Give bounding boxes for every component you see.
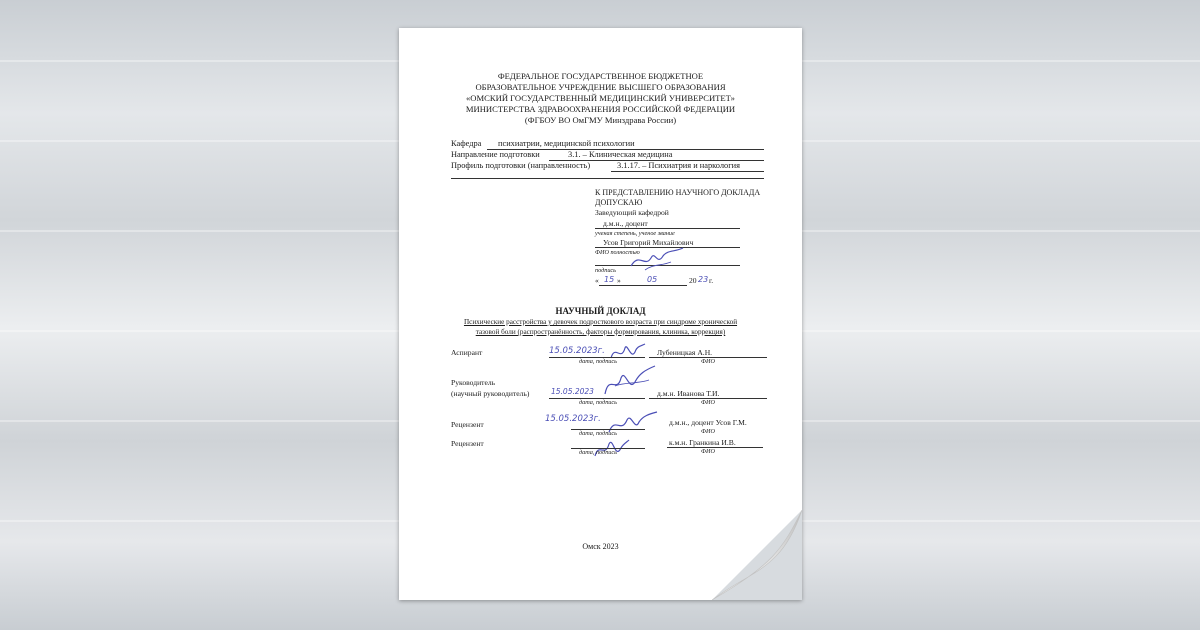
report-subtitle-2: тазовой боли (распространённость, факторы формирования, клиника, коррекция) [475, 328, 726, 336]
header-line-4: МИНИСТЕРСТВА ЗДРАВООХРАНЕНИЯ РОССИЙСКОЙ ФЕДЕРАЦИИ [465, 104, 736, 114]
date-underline [599, 285, 687, 286]
sign-caption: подпись [595, 267, 616, 274]
fields-bottom-rule [451, 178, 764, 179]
date-mid: » [617, 276, 621, 285]
approval-line-1: К ПРЕДСТАВЛЕНИЮ НАУЧНОГО ДОКЛАДА [595, 188, 761, 197]
degree-caption: ученая степень, ученое звание [595, 230, 675, 237]
approval-line-2: ДОПУСКАЮ [595, 198, 643, 207]
dept-label: Кафедра [451, 139, 482, 148]
reviewer2-fio: ФИО [701, 448, 715, 455]
reviewer2-label: Рецензент [451, 439, 484, 448]
date-year-prefix: 20 [689, 276, 697, 285]
report-subtitle-1: Психические расстройства у девочек подросткового возраста при синдроме хронической [463, 318, 738, 326]
direction-label: Направление подготовки [451, 150, 540, 159]
name-caption: ФИО полностью [595, 249, 640, 256]
aspirant-fio: ФИО [701, 358, 715, 365]
reviewer2-name: к.м.н. Гранкина И.В. [669, 438, 736, 447]
head-of-dept-signature-icon [627, 244, 687, 274]
profile-value: 3.1.17. – Психиатрия и наркология [617, 161, 741, 170]
header-line-2: ОБРАЗОВАТЕЛЬНОЕ УЧРЕЖДЕНИЕ ВЫСШЕГО ОБРАЗОВАНИЯ [475, 82, 726, 92]
reviewer1-name: д.м.н., доцент Усов Г.М. [669, 418, 747, 427]
document-page [399, 28, 802, 600]
reviewer1-label: Рецензент [451, 420, 484, 429]
approval-line-3: Заведующий кафедрой [595, 208, 669, 217]
header-line-5: (ФГБОУ ВО ОмГМУ Минздрава России) [524, 115, 677, 125]
reviewer2-signature-icon [591, 432, 631, 462]
supervisor-caption: дата, подпись [579, 399, 617, 406]
reviewer1-caption: дата, подпись [579, 430, 617, 437]
header-line-1: ФЕДЕРАЛЬНОЕ ГОСУДАРСТВЕННОЕ БЮДЖЕТНОЕ [497, 71, 704, 81]
date-month: 05 [647, 275, 658, 284]
approval-degree: д.м.н., доцент [603, 219, 648, 228]
report-title: НАУЧНЫЙ ДОКЛАД [555, 306, 646, 316]
aspirant-name: Лубеницкая А.Н. [657, 348, 713, 357]
direction-value: 3.1. – Клиническая медицина [568, 150, 673, 159]
profile-underline [611, 171, 764, 172]
reviewer2-caption: дата, подпись [579, 449, 617, 456]
supervisor-name: д.м.н. Иванова Т.И. [657, 389, 720, 398]
approval-name: Усов Григорий Михайлович [603, 238, 694, 247]
profile-label: Профиль подготовки (направленность) [451, 161, 591, 170]
reviewer1-fio: ФИО [701, 428, 715, 435]
degree-underline [595, 228, 740, 229]
header-line-3: «ОМСКИЙ ГОСУДАРСТВЕННЫЙ МЕДИЦИНСКИЙ УНИВЕРСИТЕТ» [466, 93, 735, 103]
date-day: 15 [604, 275, 615, 284]
aspirant-caption: дата, подпись [579, 358, 617, 365]
city-year: Омск 2023 [582, 542, 619, 551]
reviewer2-name-underline [667, 447, 763, 448]
date-year: 23 [698, 275, 709, 284]
aspirant-date: 15.05.2023г. [549, 346, 605, 356]
supervisor-fio: ФИО [701, 399, 715, 406]
dept-value: психиатрии, медицинской психологии [498, 139, 635, 148]
supervisor-label-2: (научный руководитель) [451, 389, 530, 398]
date-prefix: « [595, 276, 599, 285]
supervisor-signature-icon [599, 364, 659, 400]
supervisor-date: 15.05.2023 [551, 387, 594, 396]
date-suffix: г. [709, 276, 714, 285]
reviewer1-date: 15.05.2023г. [545, 414, 601, 424]
page-curl-icon [712, 510, 802, 600]
supervisor-label-1: Руководитель [451, 378, 496, 387]
aspirant-label: Аспирант [451, 348, 483, 357]
